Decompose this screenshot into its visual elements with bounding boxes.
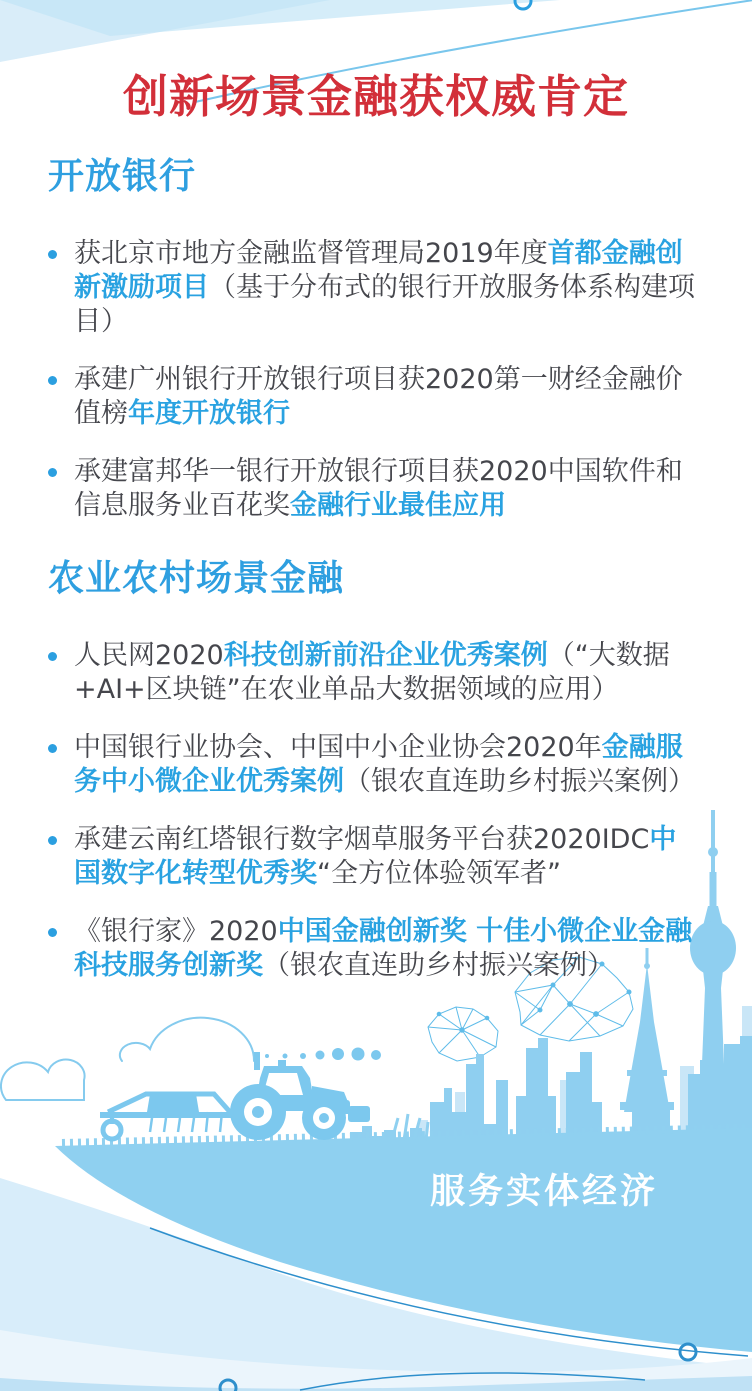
bullet-item	[48, 363, 696, 431]
bullet-text-segment: 科技创新前沿企业优秀案例	[223, 640, 548, 671]
bullet-text-segment: 金融服务中小微企业优秀案例	[74, 732, 683, 797]
bullet-text-segment: 首都金融创新激励项目	[74, 238, 683, 303]
bullet-text-segment: 年度开放银行	[128, 398, 290, 429]
bullet-dot-icon	[48, 744, 57, 753]
wireframe-cloud-icon	[428, 1007, 498, 1061]
bullet-text	[74, 731, 696, 799]
bullet-text-segment: 中国数字化转型优秀奖	[74, 824, 677, 889]
cloud-outline-icon	[1, 1018, 254, 1100]
bullet-text-segment: 承建云南红塔银行数字烟草服务平台获2020IDC	[74, 824, 650, 855]
bullet-text-segment: 《银行家》2020	[74, 916, 278, 947]
award-section	[48, 550, 696, 983]
bullet-text-segment: 人民网2020	[74, 640, 224, 671]
bullet-text-segment: （基于分布式的银行开放服务体系构建项目）	[74, 272, 695, 337]
bullet-dot-icon	[48, 928, 57, 937]
city-skyline	[350, 1036, 752, 1140]
bullet-text-segment: （银农直连助乡村振兴案例）	[263, 950, 614, 981]
bullet-dot-icon	[48, 468, 57, 477]
section-heading: 开放银行	[48, 156, 197, 197]
bullet-text-segment: 中国银行业协会、中国中小企业协会2020年	[74, 732, 602, 763]
bullet-dot-icon	[48, 376, 57, 385]
bullet-text	[74, 363, 696, 431]
bullet-text-segment: 中国金融创新奖 十佳小微企业金融科技服务创新奖	[74, 916, 693, 981]
page-title: 创新场景金融获权威肯定	[122, 70, 629, 123]
bullet-text	[74, 639, 696, 707]
bullet-text	[74, 823, 696, 891]
bullet-item	[48, 639, 696, 707]
bullet-text-segment: （银农直连助乡村振兴案例）	[344, 766, 695, 797]
bullet-text	[74, 915, 696, 983]
bullet-item	[48, 237, 696, 339]
bullet-dot-icon	[48, 836, 57, 845]
bullet-list	[48, 639, 696, 983]
bullet-text-segment: （“大数据+AI+区块链”在农业单品大数据领域的应用）	[74, 640, 670, 705]
bullet-text	[74, 455, 696, 523]
bullet-text-segment: 获北京市地方金融监督管理局2019年度	[74, 238, 548, 269]
bullet-dot-icon	[48, 652, 57, 661]
bullet-text-segment: “全方位体验领军者”	[317, 858, 561, 889]
bullet-dot-icon	[48, 250, 57, 259]
award-section	[48, 148, 696, 523]
section-heading: 农业农村场景金融	[48, 558, 345, 599]
bullet-list	[48, 237, 696, 523]
sections	[48, 148, 696, 1007]
bullet-text-segment: 承建广州银行开放银行项目获2020第一财经金融价值榜	[74, 364, 683, 429]
footer-slogan: 服务实体经济	[430, 1172, 659, 1212]
dotted-trail	[265, 1048, 381, 1061]
bullet-text-segment: 承建富邦华一银行开放银行项目获2020中国软件和信息服务业百花奖	[74, 456, 683, 521]
bullet-text	[74, 237, 696, 339]
bullet-item	[48, 455, 696, 523]
tractor-icon	[212, 1052, 370, 1140]
bullet-item	[48, 823, 696, 891]
bullet-item	[48, 731, 696, 799]
bullet-text-segment: 金融行业最佳应用	[290, 490, 506, 521]
bullet-item	[48, 915, 696, 983]
